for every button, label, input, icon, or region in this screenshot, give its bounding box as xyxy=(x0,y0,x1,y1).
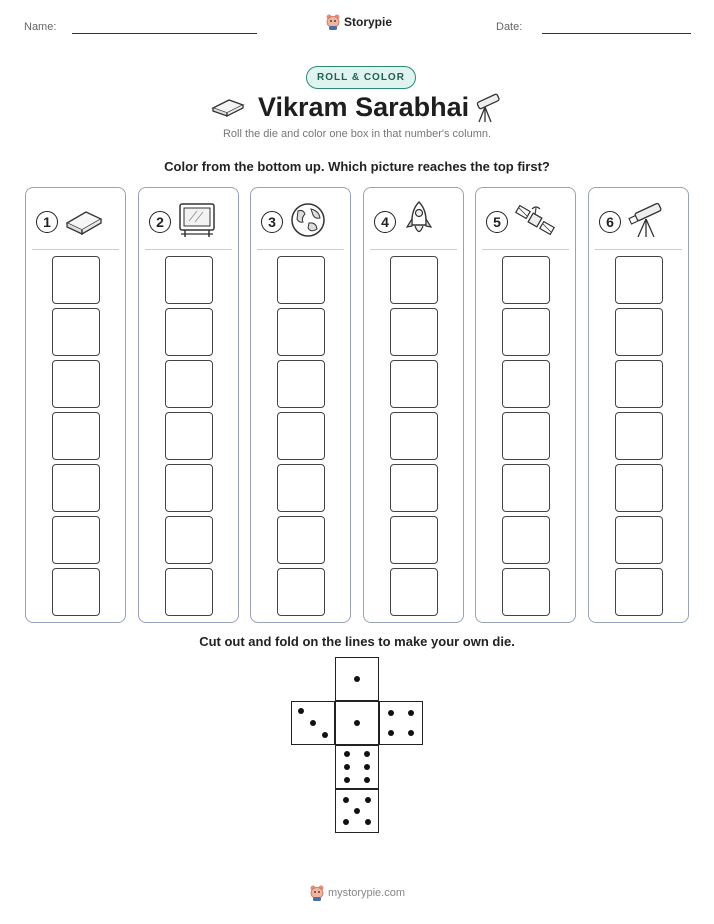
brand-logo xyxy=(326,14,392,30)
column-number: 5 xyxy=(486,211,508,233)
color-box[interactable] xyxy=(502,360,550,408)
die-pip xyxy=(354,720,360,726)
column-5 xyxy=(475,187,576,623)
column-divider xyxy=(595,249,682,250)
die-pip xyxy=(364,777,370,783)
column-header xyxy=(36,202,115,242)
color-box[interactable] xyxy=(615,412,663,460)
die-pip xyxy=(343,819,349,825)
page-title: Vikram Sarabhai xyxy=(258,92,470,122)
color-box[interactable] xyxy=(615,464,663,512)
die-face-5 xyxy=(335,789,379,833)
die-pip xyxy=(364,751,370,757)
color-box[interactable] xyxy=(165,256,213,304)
column-1 xyxy=(25,187,126,623)
color-box[interactable] xyxy=(502,568,550,616)
color-box[interactable] xyxy=(277,516,325,564)
column-4 xyxy=(363,187,464,623)
color-box[interactable] xyxy=(502,464,550,512)
globe-icon xyxy=(289,201,327,244)
die-pip xyxy=(298,708,304,714)
color-box[interactable] xyxy=(277,256,325,304)
color-box[interactable] xyxy=(52,464,100,512)
instruction: Color from the bottom up. Which picture reaches the top first? xyxy=(164,159,550,174)
column-divider xyxy=(32,249,119,250)
die-face-1 xyxy=(335,657,379,701)
footer xyxy=(310,885,405,901)
column-3 xyxy=(250,187,351,623)
color-box[interactable] xyxy=(165,516,213,564)
column-divider xyxy=(482,249,569,250)
color-box[interactable] xyxy=(52,516,100,564)
color-box[interactable] xyxy=(615,308,663,356)
die-pip xyxy=(354,676,360,682)
color-box[interactable] xyxy=(390,516,438,564)
color-box[interactable] xyxy=(615,568,663,616)
color-box[interactable] xyxy=(52,256,100,304)
name-label: Name: xyxy=(24,21,57,33)
column-number: 2 xyxy=(149,211,171,233)
color-box[interactable] xyxy=(52,412,100,460)
date-label: Date: xyxy=(496,21,523,33)
color-box[interactable] xyxy=(615,516,663,564)
die-pip xyxy=(388,710,394,716)
footer-url[interactable]: mystorypie.com xyxy=(328,887,406,899)
date-line[interactable] xyxy=(542,33,691,34)
color-box[interactable] xyxy=(277,308,325,356)
column-divider xyxy=(370,249,457,250)
column-header xyxy=(374,202,453,242)
book-icon xyxy=(64,203,104,242)
column-header xyxy=(486,202,565,242)
color-box[interactable] xyxy=(165,412,213,460)
brand-name: Storypie xyxy=(344,15,393,29)
color-box[interactable] xyxy=(165,360,213,408)
color-box[interactable] xyxy=(165,464,213,512)
satellite-icon xyxy=(514,201,556,244)
die-pip xyxy=(408,710,414,716)
die-pip xyxy=(364,764,370,770)
storypie-mascot-icon xyxy=(326,14,340,30)
die-pip xyxy=(343,797,349,803)
color-box[interactable] xyxy=(390,464,438,512)
column-number: 3 xyxy=(261,211,283,233)
column-number: 1 xyxy=(36,211,58,233)
die-pip xyxy=(322,732,328,738)
die-pip xyxy=(344,751,350,757)
roll-color-badge: ROLL & COLOR xyxy=(306,66,416,89)
color-box[interactable] xyxy=(390,256,438,304)
column-header xyxy=(599,202,678,242)
color-box[interactable] xyxy=(165,308,213,356)
color-box[interactable] xyxy=(52,308,100,356)
column-divider xyxy=(257,249,344,250)
color-box[interactable] xyxy=(165,568,213,616)
color-box[interactable] xyxy=(277,464,325,512)
die-pip xyxy=(344,764,350,770)
name-line[interactable] xyxy=(72,33,257,34)
footer-mascot-icon xyxy=(310,885,324,901)
color-box[interactable] xyxy=(502,412,550,460)
column-6 xyxy=(588,187,689,623)
color-box[interactable] xyxy=(52,360,100,408)
die-pip xyxy=(365,797,371,803)
color-box[interactable] xyxy=(502,256,550,304)
die-pip xyxy=(408,730,414,736)
rocket-icon xyxy=(402,199,436,246)
telescope-icon xyxy=(627,200,665,245)
color-box[interactable] xyxy=(390,360,438,408)
title-telescope-icon xyxy=(471,90,503,129)
color-box[interactable] xyxy=(502,516,550,564)
die-pip xyxy=(388,730,394,736)
title-book-icon xyxy=(211,94,245,123)
die-face-3 xyxy=(291,701,335,745)
color-box[interactable] xyxy=(390,568,438,616)
color-box[interactable] xyxy=(615,256,663,304)
die-pip xyxy=(344,777,350,783)
color-box[interactable] xyxy=(390,308,438,356)
die-pip xyxy=(365,819,371,825)
color-box[interactable] xyxy=(615,360,663,408)
die-pip xyxy=(354,808,360,814)
die-face-1 xyxy=(335,701,379,745)
color-box[interactable] xyxy=(390,412,438,460)
color-box[interactable] xyxy=(502,308,550,356)
column-header xyxy=(261,202,340,242)
die-face-6 xyxy=(335,745,379,789)
column-number: 6 xyxy=(599,211,621,233)
color-box[interactable] xyxy=(277,360,325,408)
color-box[interactable] xyxy=(277,568,325,616)
die-face-4 xyxy=(379,701,423,745)
column-2 xyxy=(138,187,239,623)
die-instruction: Cut out and fold on the lines to make your own die. xyxy=(199,634,515,649)
color-box[interactable] xyxy=(277,412,325,460)
subtitle: Roll the die and color one box in that number's column. xyxy=(222,128,492,140)
color-box[interactable] xyxy=(52,568,100,616)
column-divider xyxy=(145,249,232,250)
die-pip xyxy=(310,720,316,726)
column-number: 4 xyxy=(374,211,396,233)
blackboard-icon xyxy=(177,201,217,244)
column-header xyxy=(149,202,228,242)
